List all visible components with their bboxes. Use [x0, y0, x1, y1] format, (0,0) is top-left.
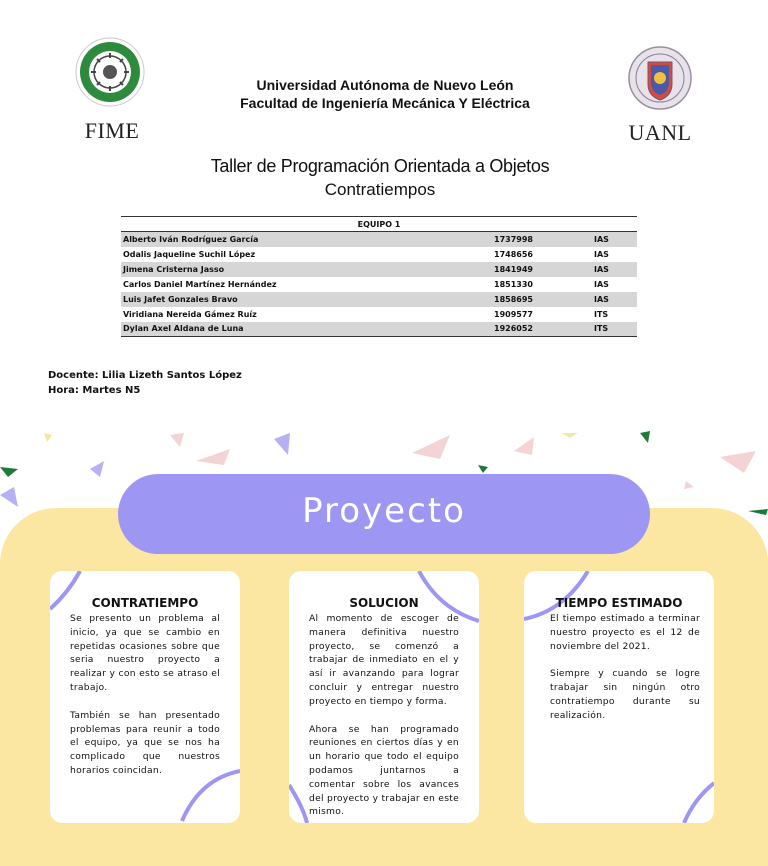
document-subtitle: Contratiempos [324, 180, 436, 199]
card-contratiempo [50, 571, 240, 823]
card-tiempo-estimado [524, 571, 714, 823]
confetti-shape [684, 481, 694, 489]
member-matricula: 1909577 [494, 309, 533, 319]
card-title: TIEMPO ESTIMADO [555, 596, 683, 610]
table-row [121, 277, 637, 292]
schedule-label: Hora: Martes N5 [48, 385, 141, 396]
member-matricula: 1841949 [492, 262, 592, 277]
member-name: Dylan Axel Aldana de Luna [121, 322, 492, 337]
fime-seal-icon [62, 34, 162, 114]
confetti-shape [0, 467, 18, 477]
confetti-shape [90, 461, 104, 477]
teacher-label: Docente: Lilia Lizeth Santos López [48, 370, 242, 381]
member-matricula: 1926052 [492, 322, 592, 337]
table-row [121, 262, 637, 277]
table-row [121, 307, 637, 322]
fime-logo [62, 34, 162, 144]
table-row [121, 232, 637, 247]
member-matricula: 1737998 [492, 232, 592, 247]
table-row [121, 322, 637, 337]
member-carrera: IAS [592, 292, 637, 307]
member-carrera: IAS [594, 249, 609, 259]
card-title: CONTRATIEMPO [91, 596, 199, 610]
confetti-shape [44, 433, 52, 442]
confetti-shape [478, 465, 488, 473]
confetti-shape [562, 433, 578, 438]
uanl-seal-icon [618, 40, 702, 120]
member-name: Viridiana Nereida Gámez Ruíz [123, 309, 257, 319]
table-row [121, 292, 637, 307]
team-table-title: EQUIPO 1 [121, 217, 637, 232]
card-title: SOLUCION [349, 596, 419, 610]
confetti-shape [0, 487, 18, 507]
course-title: Taller de Programación Orientada a Objetos [210, 156, 550, 176]
table-row [121, 247, 637, 262]
member-carrera: IAS [592, 262, 637, 277]
confetti-shape [720, 451, 756, 473]
university-name: Universidad Autónoma de Nuevo León [256, 77, 514, 93]
card-paragraph: Ahora se han programado reuniones en ciertos días y en un horario que todo el equipo podamos juntarnos a comentar sobre los avances del proyecto y trabajar en este mismo. [309, 723, 459, 818]
member-matricula: 1748656 [494, 249, 533, 259]
uanl-wordmark: UANL [628, 120, 692, 145]
project-title: Proyecto [118, 474, 650, 554]
confetti-shape [640, 431, 650, 443]
faculty-name: Facultad de Ingeniería Mecánica Y Eléctrica [240, 95, 530, 111]
confetti-shape [748, 509, 768, 515]
confetti-shape [514, 437, 534, 455]
card-solucion [289, 571, 479, 823]
member-name: Luis Jafet Gonzales Bravo [121, 292, 492, 307]
card-paragraph: También se han presentado problemas para reunir a todo el equipo, ya que se nos ha complicado que nuestros horarios coincidan. [70, 709, 220, 776]
card-paragraph: Siempre y cuando se logre trabajar sin ningún otro contratiempo durante su realización. [550, 668, 700, 721]
confetti-shape [412, 435, 450, 459]
fime-wordmark: FIME [84, 118, 140, 143]
uanl-logo [618, 40, 702, 150]
confetti-shape [196, 449, 230, 465]
team-table [121, 216, 637, 337]
member-matricula: 1858695 [492, 292, 592, 307]
member-matricula: 1851330 [494, 279, 533, 289]
card-paragraph: El tiempo estimado a terminar nuestro proyecto es el 12 de noviembre del 2021. [550, 613, 700, 652]
card-paragraph: Al momento de escoger de manera definitiva nuestro proyecto, se comenzó a trabajar de inmediato en el y así ir avanzando para lograr concluir y entregar nuestro proyecto en tiempo y forma. [309, 613, 459, 707]
member-name: Odalis Jaqueline Suchil López [123, 249, 256, 259]
confetti-shape [274, 433, 290, 455]
member-carrera: IAS [594, 279, 609, 289]
member-carrera: ITS [592, 322, 637, 337]
member-name: Jimena Cristerna Jasso [121, 262, 492, 277]
member-name: Alberto Iván Rodríguez García [121, 232, 492, 247]
member-carrera: ITS [594, 309, 609, 319]
confetti-shape [170, 433, 184, 447]
member-name: Carlos Daniel Martínez Hernández [123, 279, 277, 289]
card-paragraph: Se presento un problema al inicio, ya que se cambio en repetidas ocasiones sobre que seria nuestro proyecto a realizar y con esto se atraso el trabajo. [70, 613, 220, 693]
member-carrera: IAS [592, 232, 637, 247]
